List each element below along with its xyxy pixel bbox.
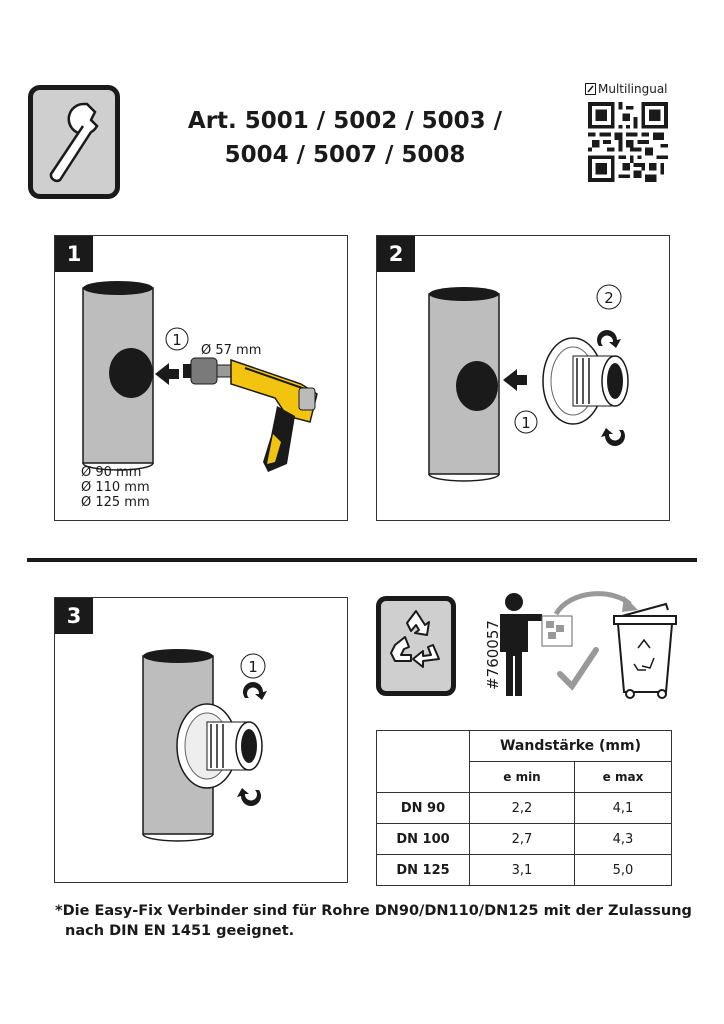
row-label: DN 100: [377, 824, 470, 855]
footnote-line1: *Die Easy-Fix Verbinder sind für Rohre DN90/DN110/DN125 mit der Zulassung: [55, 903, 692, 919]
disposal-illustration: [490, 588, 680, 700]
wall-thickness-table: [376, 730, 672, 886]
easy-fix-connector-icon: [543, 338, 628, 424]
easy-fix-connector-icon: [177, 704, 262, 788]
pipe-diameter-90: Ø 90 mm: [81, 465, 142, 480]
article-title-line1: Art. 5001 / 5002 / 5003 /: [187, 108, 503, 134]
table-corner-cell: [377, 731, 470, 793]
callout-1-text: 1: [521, 414, 531, 432]
recycle-icon: [376, 596, 456, 696]
row-label: DN 125: [377, 855, 470, 886]
table-header-row: [377, 731, 672, 762]
pipe-top-opening: [83, 281, 153, 295]
article-title-line2: 5004 / 5007 / 5008: [224, 142, 466, 168]
drill-icon: [183, 358, 317, 472]
person-icon: [500, 593, 542, 696]
step-2-panel: [376, 235, 670, 521]
section-divider: [27, 558, 697, 562]
pipe-top-opening: [429, 287, 499, 301]
rotate-arrow-top-icon: [597, 330, 621, 348]
hole-diameter-label: Ø 57 mm: [201, 343, 262, 358]
cell-min: 2,7: [470, 824, 575, 855]
pipe-diameter-125: Ø 125 mm: [81, 495, 150, 510]
col-max-header: e max: [575, 762, 672, 793]
footnote: [55, 901, 695, 941]
cell-min: 3,1: [470, 855, 575, 886]
checkmark-icon: [560, 650, 596, 686]
cell-min: 2,2: [470, 793, 575, 824]
qr-label-text: Multilingual: [598, 82, 668, 96]
rotate-arrow-top-icon: [243, 682, 267, 700]
step-2-number: 2: [377, 236, 415, 272]
table-row: [377, 824, 672, 855]
arrow-left-icon: [503, 369, 527, 391]
arrow-left-icon: [155, 363, 179, 385]
step-3-number: 3: [55, 598, 93, 634]
pipe-diameter-110: Ø 110 mm: [81, 480, 150, 495]
qr-code-icon[interactable]: [588, 102, 668, 182]
curved-arrow-icon: [556, 594, 630, 614]
drilled-hole: [456, 361, 498, 411]
step-1-illustration: [55, 236, 349, 522]
cell-max: 4,1: [575, 793, 672, 824]
rotate-arrow-bottom-icon: [601, 428, 625, 446]
step-3-illustration: [55, 598, 349, 884]
cell-max: 4,3: [575, 824, 672, 855]
step-3-panel: [54, 597, 348, 883]
step-1-panel: [54, 235, 348, 521]
callout-1-text: 1: [248, 658, 258, 676]
table-header: Wandstärke (mm): [470, 731, 672, 762]
callout-1-text: 1: [172, 331, 182, 349]
callout-2-text: 2: [604, 289, 614, 307]
document-icon: [585, 83, 596, 95]
recycle-bin-icon: [614, 604, 676, 698]
drilled-hole: [109, 348, 153, 398]
packaging-icon: [542, 616, 572, 646]
step-1-number: 1: [55, 236, 93, 272]
table-row: [377, 855, 672, 886]
wrench-icon: [28, 85, 120, 199]
row-label: DN 90: [377, 793, 470, 824]
col-min-header: e min: [470, 762, 575, 793]
rotate-arrow-bottom-icon: [237, 788, 261, 806]
cell-max: 5,0: [575, 855, 672, 886]
pipe-top-opening: [143, 649, 213, 663]
table-row: [377, 793, 672, 824]
qr-label: [585, 82, 668, 96]
step-2-illustration: [377, 236, 671, 522]
footnote-line2: nach DIN EN 1451 geeignet.: [65, 923, 295, 939]
article-code: #760057: [484, 620, 502, 690]
article-title: [160, 104, 530, 172]
